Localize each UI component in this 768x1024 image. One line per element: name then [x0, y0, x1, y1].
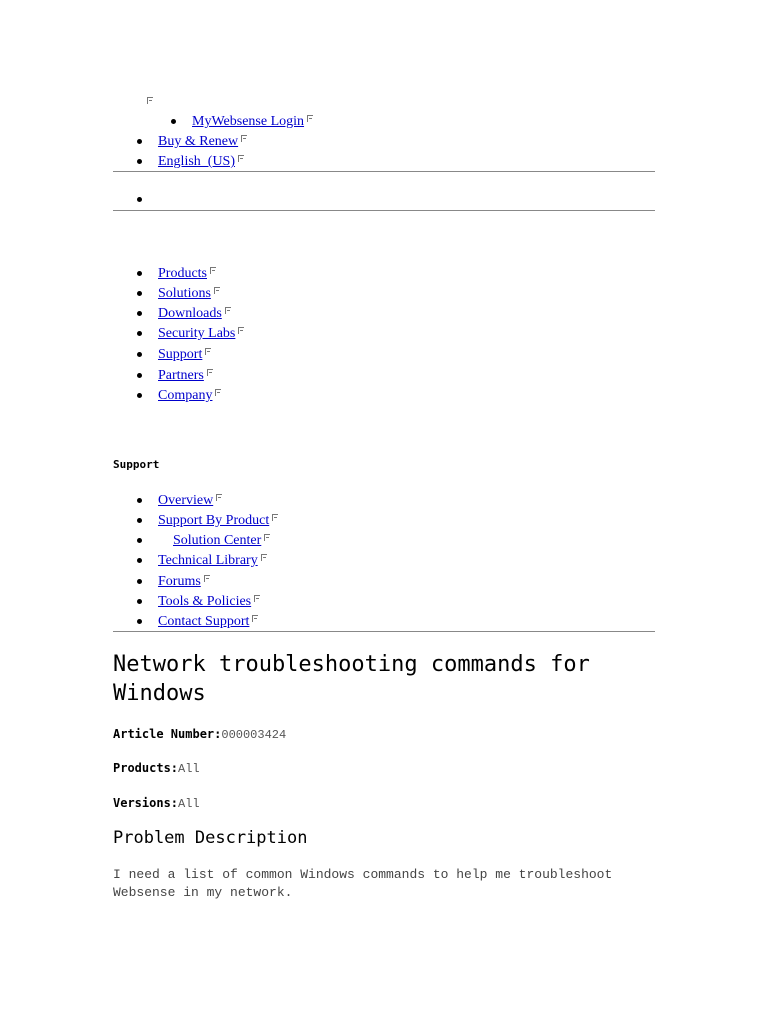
problem-description-heading: Problem Description — [113, 828, 308, 848]
main-nav-item-products[interactable] — [158, 264, 216, 284]
buy-renew-link[interactable]: Buy & Renew — [158, 134, 239, 149]
support-nav-item-by-product[interactable] — [158, 511, 278, 531]
external-link-icon — [264, 534, 270, 541]
divider — [113, 171, 655, 172]
main-nav-item-solutions[interactable] — [158, 284, 220, 304]
external-link-icon — [307, 115, 313, 122]
support-nav-item-forums[interactable] — [158, 572, 210, 592]
main-nav-item-support[interactable] — [158, 345, 211, 365]
products-label: Products: — [113, 761, 179, 775]
external-link-icon — [214, 287, 220, 294]
external-link-icon — [205, 348, 211, 355]
top-nav-item-login[interactable] — [192, 112, 313, 132]
article-number-row — [113, 726, 286, 743]
article-title: Network troubleshooting commands for Windows — [113, 652, 590, 706]
solution-center-link[interactable]: Solution Center — [173, 533, 262, 548]
products-link[interactable]: Products — [158, 266, 207, 281]
support-nav-item-solution-center[interactable] — [158, 531, 270, 551]
problem-description-text: I need a list of common Windows commands to help me troubleshoot Websense in my network. — [113, 867, 613, 900]
main-nav-item-partners[interactable] — [158, 366, 213, 386]
external-link-icon — [261, 554, 267, 561]
empty-list-bullet — [137, 197, 142, 202]
versions-value: All — [178, 797, 200, 811]
solutions-link[interactable]: Solutions — [158, 286, 211, 301]
forums-link[interactable]: Forums — [158, 574, 201, 589]
external-link-icon — [215, 389, 221, 396]
external-link-icon — [272, 514, 278, 521]
support-nav-item-contact[interactable] — [158, 612, 258, 632]
external-link-icon — [238, 327, 244, 334]
external-link-icon — [147, 97, 153, 104]
divider — [113, 631, 655, 632]
support-nav-item-tools-policies[interactable] — [158, 592, 260, 612]
divider — [113, 210, 655, 211]
main-nav-item-security-labs[interactable] — [158, 324, 244, 344]
main-nav-item-downloads[interactable] — [158, 304, 231, 324]
top-nav-item-buy[interactable] — [158, 132, 247, 152]
top-nav-item-language[interactable] — [158, 152, 244, 172]
article-number-label: Article Number: — [113, 727, 222, 741]
versions-row — [113, 795, 200, 812]
support-nav-item-overview[interactable] — [158, 491, 222, 511]
support-nav-item-technical-library[interactable] — [158, 551, 267, 571]
products-value: All — [178, 762, 200, 776]
company-link[interactable]: Company — [158, 388, 213, 403]
external-link-icon — [241, 135, 247, 142]
contact-support-link[interactable]: Contact Support — [158, 614, 250, 629]
external-link-icon — [254, 595, 260, 602]
overview-link[interactable]: Overview — [158, 493, 214, 508]
downloads-link[interactable]: Downloads — [158, 306, 222, 321]
support-heading: Support — [113, 458, 160, 471]
support-by-product-link[interactable]: Support By Product — [158, 513, 270, 528]
external-link-icon — [204, 575, 210, 582]
language-link[interactable]: English (US) — [158, 154, 235, 169]
partners-link[interactable]: Partners — [158, 368, 204, 383]
external-link-icon — [225, 307, 231, 314]
main-nav-item-company[interactable] — [158, 386, 221, 406]
technical-library-link[interactable]: Technical Library — [158, 553, 258, 568]
external-link-icon — [207, 369, 213, 376]
external-link-icon — [216, 494, 222, 501]
external-link-icon — [238, 155, 244, 162]
external-link-icon — [252, 615, 258, 622]
external-link-icon — [210, 267, 216, 274]
mywebsense-login-link[interactable]: MyWebsense Login — [192, 114, 305, 129]
versions-label: Versions: — [113, 796, 179, 810]
tools-policies-link[interactable]: Tools & Policies — [158, 594, 252, 609]
products-row — [113, 760, 200, 777]
support-link[interactable]: Support — [158, 347, 203, 362]
article-number-value: 000003424 — [221, 728, 287, 742]
security-labs-link[interactable]: Security Labs — [158, 326, 236, 341]
